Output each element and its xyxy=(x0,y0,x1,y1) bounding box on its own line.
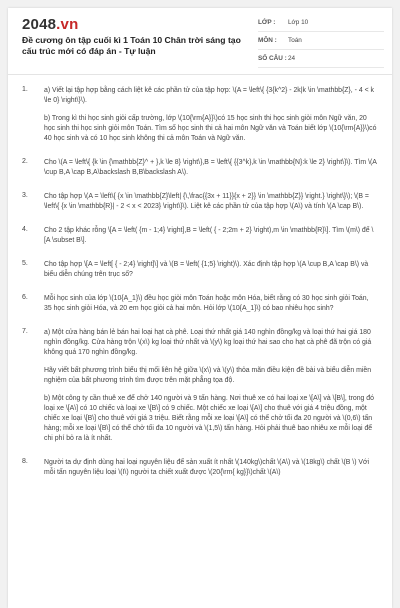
question-text: Cho tập hợp \[A = \left[ { - 2;4} \right]\] và \(B = \left( {1;5} \right)\). Xác định tập hợp \(A \cup B,A \cap B\) và biểu diễn chúng trên trục số? xyxy=(44,261,369,278)
question-item xyxy=(8,226,392,246)
logo-text: 2048 xyxy=(22,16,57,33)
question-text: b) Một công ty cần thuê xe để chở 140 người và 9 tấn hàng. Nơi thuê xe có hai loại xe \[A\] và \[B\], trong đó loại xe \[A\] có 10 chiếc và loại xe \[B\] có 9 chiếc. Một chiếc xe loại \[A\] cho thuê với giá 4 triệu đồng, một chiếc xe loại \[B\] cho thuê với giá 3 triệu. Biết rằng mỗi xe loại \[A\] có thể chở tối đa 20 người và \(0,6\) tấn hàng; mỗi xe loại \[B\] có thể chở tối đa 10 người và \(1,5\) tấn hàng. Hỏi phải thuê bao nhiêu xe mỗi loại để chi phí bỏ ra là ít nhất. xyxy=(44,395,374,442)
meta-label: MÔN : xyxy=(258,37,277,44)
question-text: a) Viết lại tập hợp bằng cách liệt kê các phần tử của tập hợp: \(A = \left\{ {3{k^2} - 2k|k \in \mathbb{Z}, - 4 < k \le 0} \right\}\). xyxy=(44,87,374,104)
question-item xyxy=(8,86,392,144)
site-logo[interactable] xyxy=(22,16,78,33)
meta-value: Lớp 10 xyxy=(288,19,309,26)
question-item xyxy=(8,192,392,212)
question-number: 1. xyxy=(22,86,28,93)
question-item xyxy=(8,328,392,444)
document-title: Đề cương ôn tập cuối kì 1 Toán 10 Chân trời sáng tạo cấu trúc mới có đáp án - Tự luận xyxy=(22,35,241,56)
meta-label: LỚP : xyxy=(258,19,276,26)
question-text: Người ta dự định dùng hai loại nguyên liệu để sản xuất ít nhất \(140kg\)chất \(A\) và \(18kg\) chất \(B \) Với mỗi tấn nguyên liệu loại \(I\) người ta chiết xuất được \(20{\rm{ kg}}\)chất \(A\) xyxy=(44,459,370,476)
question-body xyxy=(44,328,378,444)
meta-class xyxy=(258,14,384,32)
meta-value: 24 xyxy=(288,55,296,62)
question-body xyxy=(44,86,378,144)
question-number: 6. xyxy=(22,294,28,301)
meta-value: Toán xyxy=(288,37,302,44)
question-text: b) Trong kì thi học sinh giỏi cấp trường, lớp \(10{\rm{A}}\)có 15 học sinh thi học sinh giỏi môn Ngữ văn, 20 học sinh thi học sinh giỏi môn Toán. Tìm số học sinh thi cả hai môn Ngữ văn và Toán biết lớp \(10{\rm{A}}\)có 40 học sinh và có 10 học sinh không thi cả môn Toán và Ngữ văn. xyxy=(44,115,377,142)
question-text: Cho 2 tập khác rỗng \[A = \left( {m - 1;4} \right],B = \left( { - 2;2m + 2} \right),m \in \mathbb{R}\]. Tìm \(m\) để \[A \subset B\]. xyxy=(44,227,374,244)
question-body xyxy=(44,458,378,478)
question-number: 2. xyxy=(22,158,28,165)
meta-label: SỐ CÂU : xyxy=(258,55,287,62)
question-body xyxy=(44,260,378,280)
question-number: 4. xyxy=(22,226,28,233)
document-meta xyxy=(258,14,384,68)
question-body xyxy=(44,294,378,314)
question-item xyxy=(8,158,392,178)
question-body xyxy=(44,226,378,246)
question-list xyxy=(8,86,392,492)
question-text: Hãy viết bất phương trình biểu thị mối liên hệ giữa \(x\) và \(y\) thỏa mãn điều kiện đề bài và biểu diễn miền nghiệm của bất phương trình tìm được trên mặt phẳng tọa độ. xyxy=(44,367,372,384)
question-text: Cho tập hợp \(A = \left\{ {x \in \mathbb{Z}\left| {\,\frac{{3x + 11}}{x + 2}} \in \mathbb{Z}} \right.} \right\}\); \(B = \left\{ {x \in \mathbb{R}| - 2 < x < 2023} \right\}\). Liệt kê các phần tử của tập hợp \(A\) và tính \(A \cap B\). xyxy=(44,193,369,210)
question-number: 3. xyxy=(22,192,28,199)
meta-subject xyxy=(258,32,384,50)
question-number: 7. xyxy=(22,328,28,335)
question-text: Mỗi học sinh của lớp \(10{A_1}\) đều học giỏi môn Toán hoặc môn Hóa, biết rằng có 30 học sinh giỏi Toán, 35 học sinh giỏi Hóa, và 20 em học giỏi cả hai môn. Hỏi lớp \(10{A_1}\) có bao nhiêu học sinh? xyxy=(44,295,369,312)
document-page xyxy=(8,8,392,608)
meta-question-count xyxy=(258,50,384,68)
question-number: 8. xyxy=(22,458,28,465)
question-item xyxy=(8,260,392,280)
question-text: Cho \(A = \left\{ {k \in {\mathbb{Z}^ + },k \le 8} \right\},B = \left\{ {{3^k},k \in \mathbb{N}:k \le 2} \right\}\). Tìm \(A \cup B,A \cap B,A\backslash B,B\backslash A\). xyxy=(44,159,377,176)
question-body xyxy=(44,192,378,212)
question-item xyxy=(8,294,392,314)
question-body xyxy=(44,158,378,178)
logo-accent: .vn xyxy=(56,16,79,33)
question-item xyxy=(8,458,392,478)
question-text: a) Một cửa hàng bán lẻ bán hai loại hạt cà phê. Loại thứ nhất giá 140 nghìn đồng/kg và loại thứ hai giá 180 nghìn đồng/kg. Cửa hàng trộn \(x\) kg loại thứ nhất và \(y\) kg loại thứ hai sao cho hạt cà phê đã trộn có giá không quá 170 nghìn đồng/kg. xyxy=(44,329,372,356)
document-header xyxy=(8,8,392,75)
question-number: 5. xyxy=(22,260,28,267)
